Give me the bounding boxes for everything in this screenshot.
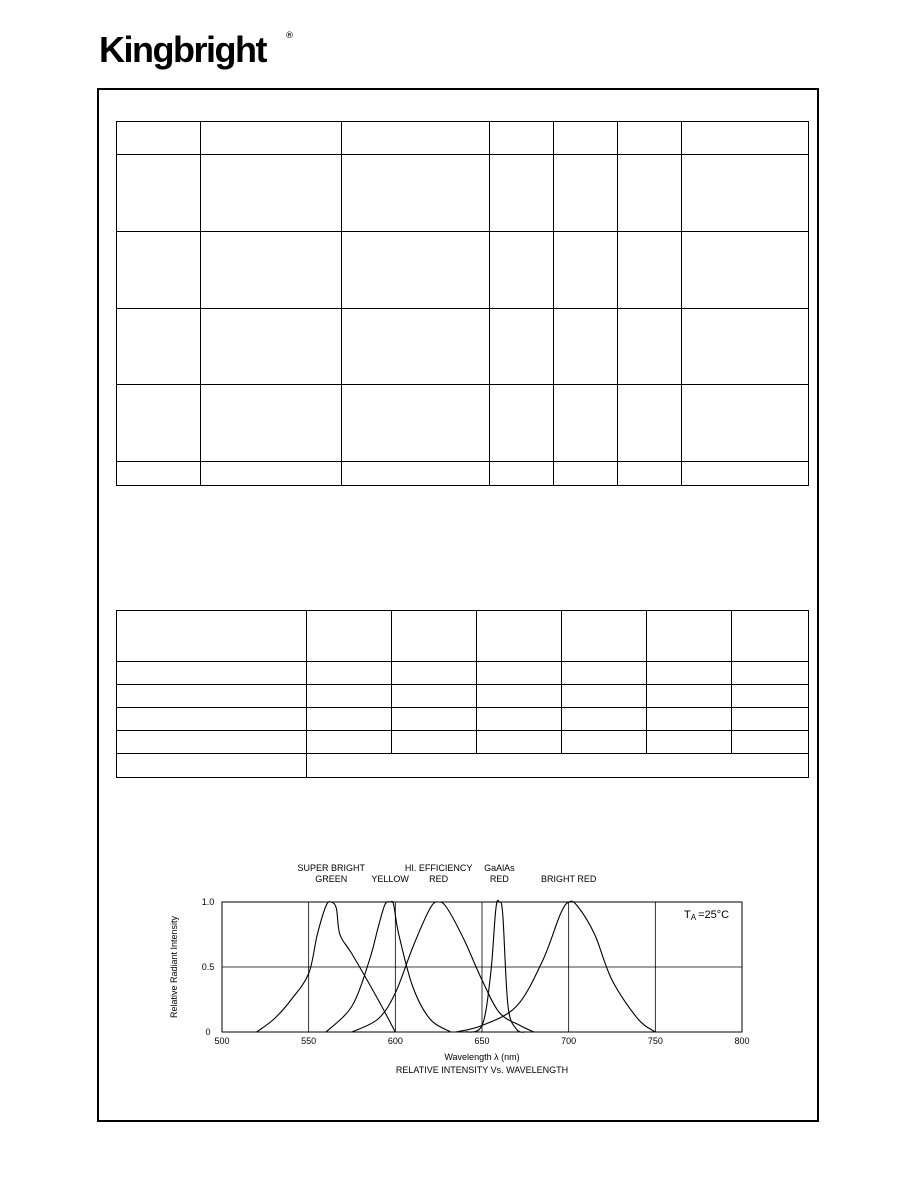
y-tick-label: 0.5	[201, 962, 215, 972]
x-tick-label: 700	[561, 1036, 577, 1046]
chart-title: RELATIVE INTENSITY Vs. WAVELENGTH	[395, 1065, 569, 1075]
ambient-temp-label: TA =25°C	[684, 909, 730, 922]
series-label: BRIGHT RED	[540, 874, 597, 884]
series-label: HI. EFFICIENCY	[404, 863, 473, 873]
series-label: YELLOW	[371, 874, 409, 884]
x-tick-label: 650	[474, 1036, 490, 1046]
brand-logo: Kingbright	[99, 29, 266, 70]
y-tick-label: 0	[205, 1027, 211, 1037]
x-tick-label: 500	[214, 1036, 230, 1046]
series-label: RED	[489, 874, 509, 884]
x-axis-label: Wavelength λ (nm)	[444, 1052, 520, 1062]
x-tick-label: 600	[387, 1036, 403, 1046]
y-tick-label: 1.0	[201, 897, 215, 907]
series-label: RED	[429, 874, 449, 884]
series-label: GaAlAs	[484, 863, 515, 873]
x-tick-label: 800	[734, 1036, 750, 1046]
x-tick-label: 750	[647, 1036, 663, 1046]
series-label: GREEN	[315, 874, 348, 884]
registered-mark: ®	[285, 31, 294, 41]
x-tick-label: 550	[301, 1036, 317, 1046]
series-curve	[465, 900, 526, 1032]
series-label: SUPER BRIGHT	[297, 863, 365, 873]
y-axis-label: Relative Radiant Intensity	[169, 915, 179, 1019]
